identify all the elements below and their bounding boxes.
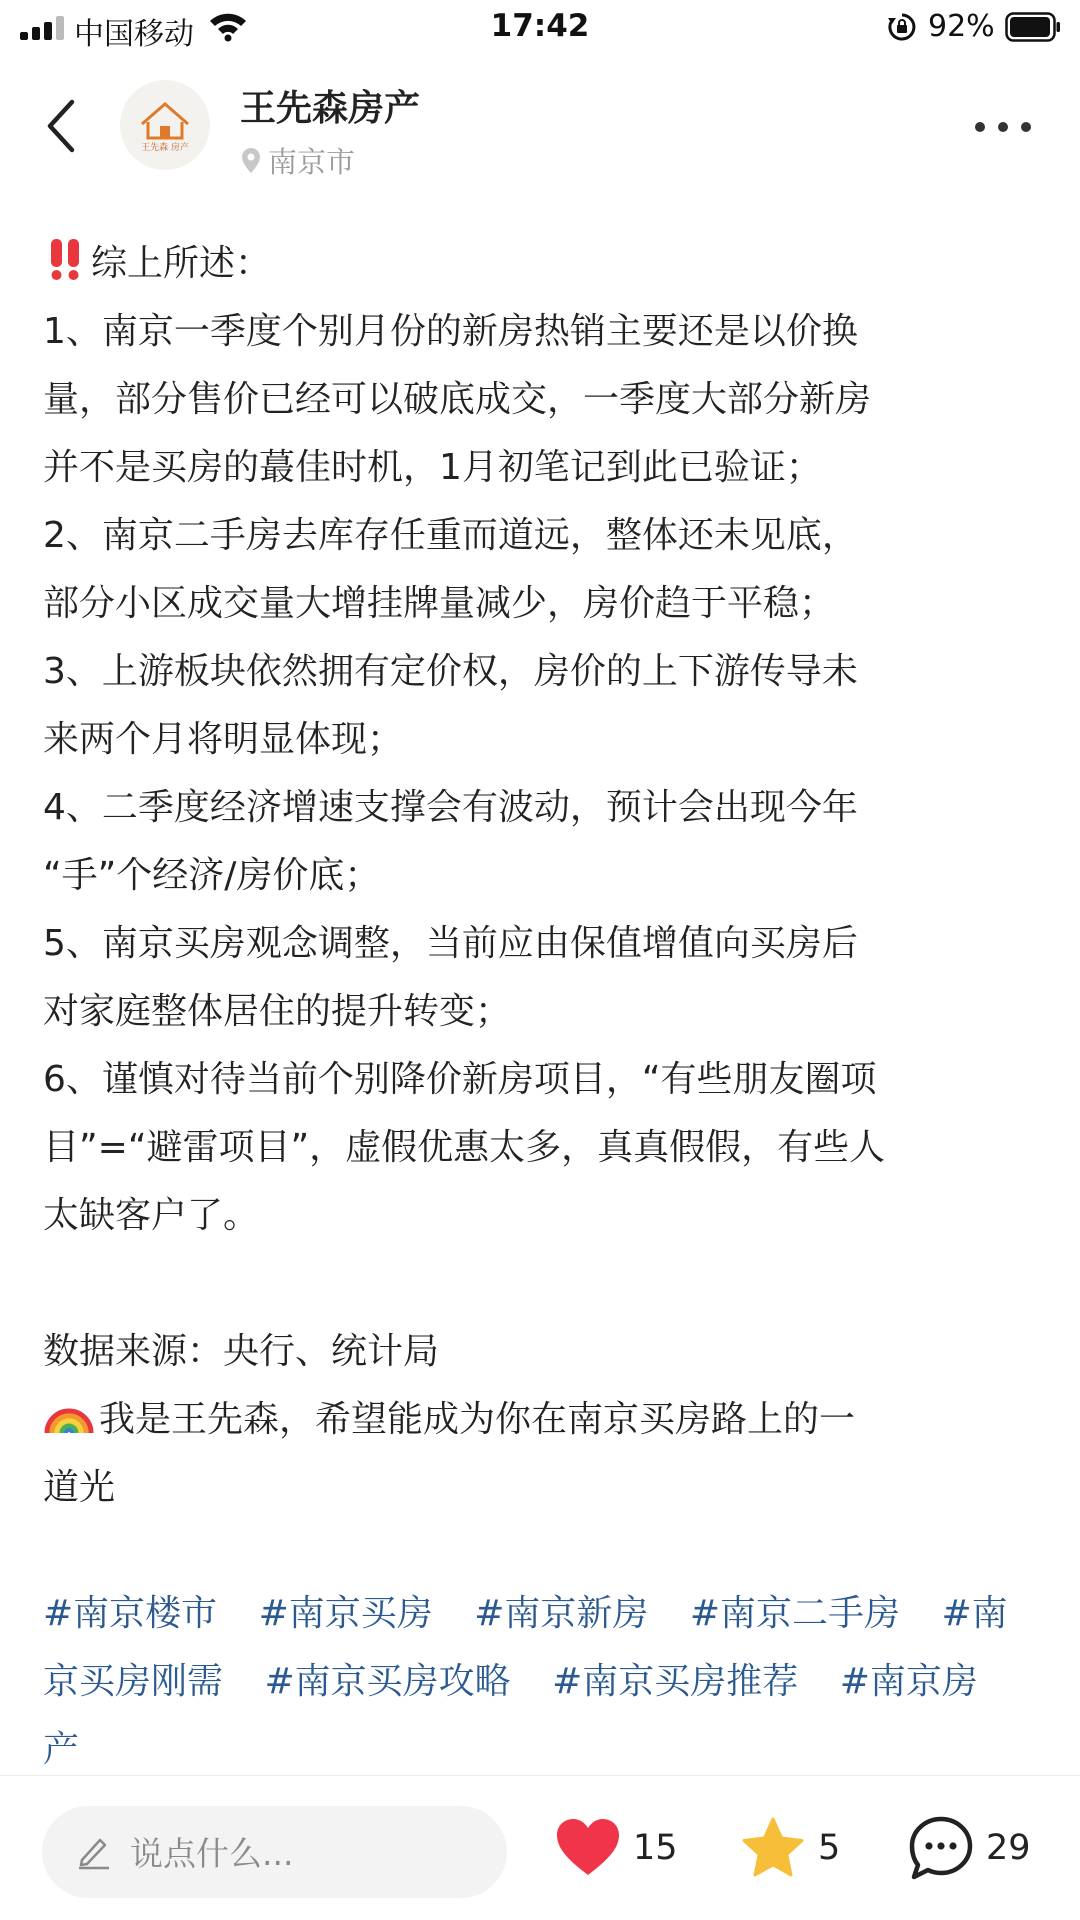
post-header xyxy=(0,70,1080,190)
post-line: 4、二季度经济增速支撑会有波动，预计会出现今年 xyxy=(43,787,858,828)
post-line: 道光 xyxy=(43,1467,116,1508)
post-line: “手”个经济/房价底； xyxy=(43,855,381,896)
speech-bubble-icon xyxy=(908,1815,974,1881)
clock: 17:42 xyxy=(490,8,590,44)
carrier-label: 中国移动 xyxy=(74,17,194,52)
post-line: 5、南京买房观念调整，当前应由保值增值向买房后 xyxy=(43,923,858,964)
comment-placeholder: 说点什么... xyxy=(130,1834,294,1873)
favorite-count: 5 xyxy=(818,1828,841,1868)
hashtag[interactable]: #南京楼市 xyxy=(43,1593,218,1634)
post-line: 我是王先森，希望能成为你在南京买房路上的一 xyxy=(43,1386,1043,1454)
rainbow-icon xyxy=(43,1393,95,1437)
battery-icon xyxy=(1005,12,1061,42)
status-bar xyxy=(0,0,1080,56)
star-icon xyxy=(740,1816,806,1880)
avatar[interactable] xyxy=(120,80,210,170)
like-count: 15 xyxy=(633,1828,678,1868)
like-button[interactable] xyxy=(555,1812,678,1884)
rotation-lock-icon xyxy=(887,12,917,42)
comment-input[interactable] xyxy=(42,1806,507,1898)
bottom-action-bar xyxy=(0,1776,1080,1920)
post-line: 对家庭整体居住的提升转变； xyxy=(43,991,512,1032)
hashtag[interactable]: #南京买房攻略 xyxy=(264,1661,511,1702)
location xyxy=(240,140,355,181)
post-line: 部分小区成交量大增挂牌量减少，房价趋于平稳； xyxy=(43,583,836,624)
post-line: 太缺客户了。 xyxy=(43,1195,260,1236)
battery-percent: 92% xyxy=(928,9,995,44)
account-name[interactable]: 王先森房产 xyxy=(240,88,421,129)
post-line: 来两个月将明显体现； xyxy=(43,719,404,760)
favorite-button[interactable] xyxy=(740,1812,840,1884)
hashtag[interactable]: #南京二手房 xyxy=(689,1593,901,1634)
post-line: 数据来源：央行、统计局 xyxy=(43,1331,440,1372)
more-dots-icon[interactable] xyxy=(975,120,1031,134)
location-label: 南京市 xyxy=(268,145,356,179)
post-line-blank xyxy=(43,1250,1043,1318)
chevron-left-icon[interactable] xyxy=(40,96,84,156)
hashtag[interactable]: #南京买房 xyxy=(258,1593,433,1634)
hashtag[interactable]: #南京新房 xyxy=(474,1593,649,1634)
hashtag-list xyxy=(43,1580,1043,1784)
post-line: 综上所述： xyxy=(43,230,1043,298)
post-line: 3、上游板块依然拥有定价权，房价的上下游传导未 xyxy=(43,651,858,692)
comment-count: 29 xyxy=(986,1828,1031,1868)
heart-icon xyxy=(555,1817,621,1879)
post-body xyxy=(43,230,1043,1522)
post-line: 并不是买房的蕞佳时机，1月初笔记到此已验证； xyxy=(43,447,822,488)
comment-button[interactable] xyxy=(908,1812,1031,1884)
pencil-icon xyxy=(76,1832,112,1870)
house-logo-icon xyxy=(120,80,210,170)
logo-text: 王先森 房产 xyxy=(141,143,189,153)
double-exclamation-icon xyxy=(43,237,87,281)
hashtag[interactable]: #南京买房刚需 xyxy=(43,1593,1008,1702)
post-line: 1、南京一季度个别月份的新房热销主要还是以价换 xyxy=(43,311,858,352)
post-line: 目”=“避雷项目”，虚假优惠太多，真真假假，有些人 xyxy=(43,1127,886,1168)
post-line: 2、南京二手房去库存任重而道远，整体还未见底， xyxy=(43,515,858,556)
post-line: 量，部分售价已经可以破底成交，一季度大部分新房 xyxy=(43,379,872,420)
post-line: 6、谨慎对待当前个别降价新房项目，“有些朋友圈项 xyxy=(43,1059,877,1100)
hashtag[interactable]: #南京买房推荐 xyxy=(552,1661,799,1702)
location-pin-icon xyxy=(240,147,262,175)
hashtag[interactable]: #南京房产 xyxy=(43,1661,978,1770)
